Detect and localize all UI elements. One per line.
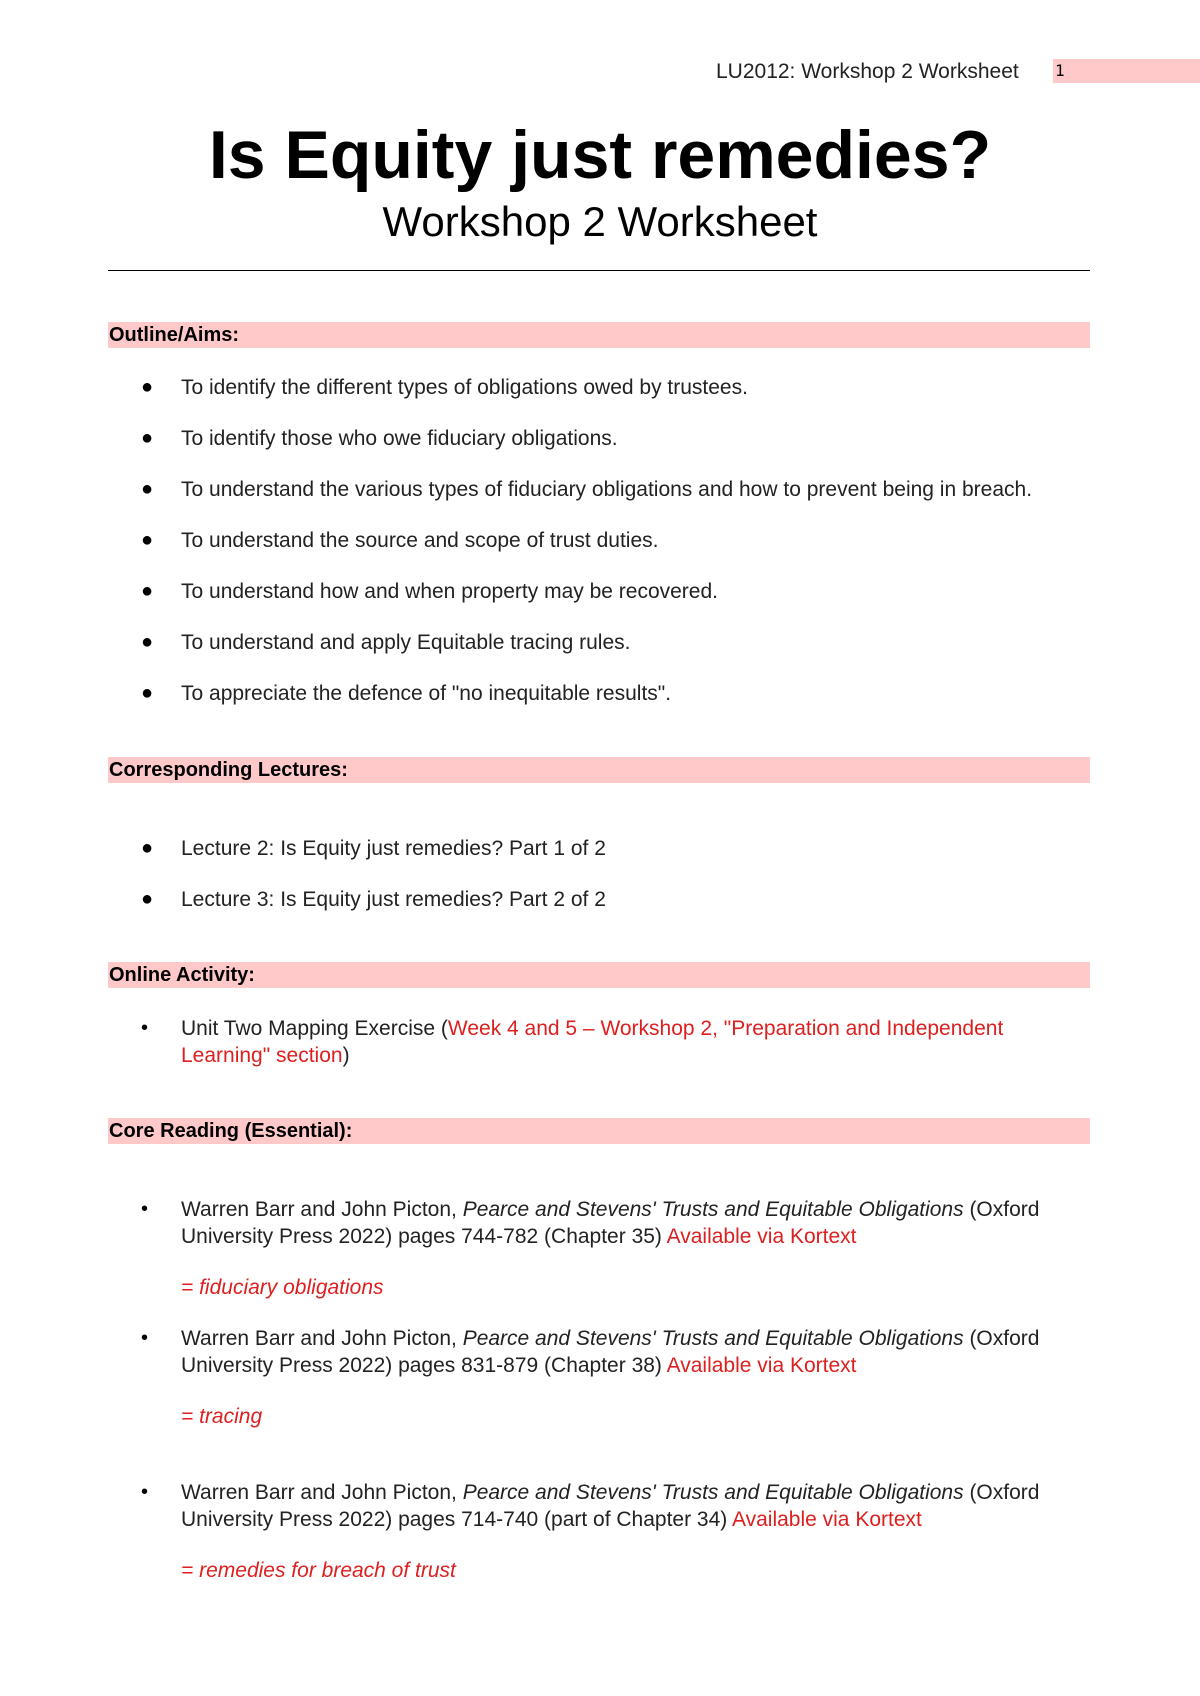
bullet-icon: •: [141, 1481, 149, 1503]
page-header: [0, 58, 1200, 86]
list-item-text: To appreciate the defence of "no inequitable results".: [181, 682, 672, 705]
header-title: LU2012: Workshop 2 Worksheet: [716, 60, 1019, 83]
reading-details: (Oxford University Press 2022) pages 831-879 (Chapter 38): [181, 1327, 1040, 1377]
reading-authors: Warren Barr and John Picton,: [181, 1327, 463, 1350]
section-aims-heading: [108, 322, 1090, 348]
section-online-heading: [108, 962, 1090, 988]
bullet-icon: ●: [141, 427, 154, 449]
reading-note: = fiduciary obligations: [181, 1276, 384, 1299]
section-online-title: Online Activity:: [109, 964, 255, 986]
bullet-icon: ●: [141, 682, 154, 704]
reading-book-title: Pearce and Stevens' Trusts and Equitable Obligations: [462, 1198, 964, 1221]
kortext-link[interactable]: Available via Kortext: [731, 1508, 922, 1531]
section-aims-title: Outline/Aims:: [109, 324, 240, 346]
list-item-text: Lecture 2: Is Equity just remedies? Part 1 of 2: [181, 837, 606, 860]
page-number-box: [1053, 59, 1200, 83]
bullet-icon: •: [141, 1327, 149, 1349]
activity-name: Unit Two Mapping Exercise (: [181, 1017, 448, 1040]
bullet-icon: ●: [141, 837, 154, 859]
bullet-icon: •: [141, 1198, 149, 1220]
reading-details: (Oxford University Press 2022) pages 744-782 (Chapter 35): [181, 1198, 1040, 1248]
document-subtitle: Workshop 2 Worksheet: [382, 198, 818, 245]
list-item-text: To understand the source and scope of trust duties.: [181, 529, 659, 552]
reading-book-title: Pearce and Stevens' Trusts and Equitable Obligations: [462, 1481, 964, 1504]
page-number: 1: [1055, 61, 1065, 80]
list-item-text: To identify the different types of obligations owed by trustees.: [181, 376, 748, 399]
reading-book-title: Pearce and Stevens' Trusts and Equitable Obligations: [462, 1327, 964, 1350]
bullet-icon: •: [141, 1017, 149, 1039]
activity-close-paren: ): [342, 1044, 350, 1067]
list-item-text: To identify those who owe fiduciary obligations.: [181, 427, 618, 450]
document-title: Is Equity just remedies?: [208, 117, 992, 193]
kortext-link[interactable]: Available via Kortext: [666, 1225, 857, 1248]
list-item-text: Lecture 3: Is Equity just remedies? Part 2 of 2: [181, 888, 606, 911]
section-reading-title: Core Reading (Essential):: [109, 1120, 353, 1142]
reading-citation: [181, 1196, 1093, 1250]
list-item-text: [181, 1015, 1093, 1069]
bullet-icon: ●: [141, 888, 154, 910]
activity-location-link[interactable]: Week 4 and 5 – Workshop 2, "Preparation and Independent Learning" section: [181, 1017, 1004, 1067]
bullet-icon: ●: [141, 478, 154, 500]
title-divider: [108, 270, 1090, 271]
section-lectures-heading: [108, 757, 1090, 783]
kortext-link[interactable]: Available via Kortext: [666, 1354, 857, 1377]
reading-citation: [181, 1479, 1093, 1533]
list-item-text: To understand the various types of fiduciary obligations and how to prevent being in breach.: [181, 478, 1033, 501]
reading-authors: Warren Barr and John Picton,: [181, 1198, 463, 1221]
section-lectures-title: Corresponding Lectures:: [109, 759, 348, 781]
list-item-text: To understand and apply Equitable tracing rules.: [181, 631, 631, 654]
bullet-icon: ●: [141, 631, 154, 653]
bullet-icon: ●: [141, 529, 154, 551]
bullet-icon: ●: [141, 580, 154, 602]
reading-authors: Warren Barr and John Picton,: [181, 1481, 463, 1504]
list-item-text: To understand how and when property may be recovered.: [181, 580, 718, 603]
reading-note: = tracing: [181, 1405, 263, 1428]
bullet-icon: ●: [141, 376, 154, 398]
section-reading-heading: [108, 1118, 1090, 1144]
reading-citation: [181, 1325, 1093, 1379]
reading-details: (Oxford University Press 2022) pages 714-740 (part of Chapter 34): [181, 1481, 1040, 1531]
reading-note: = remedies for breach of trust: [181, 1559, 456, 1582]
